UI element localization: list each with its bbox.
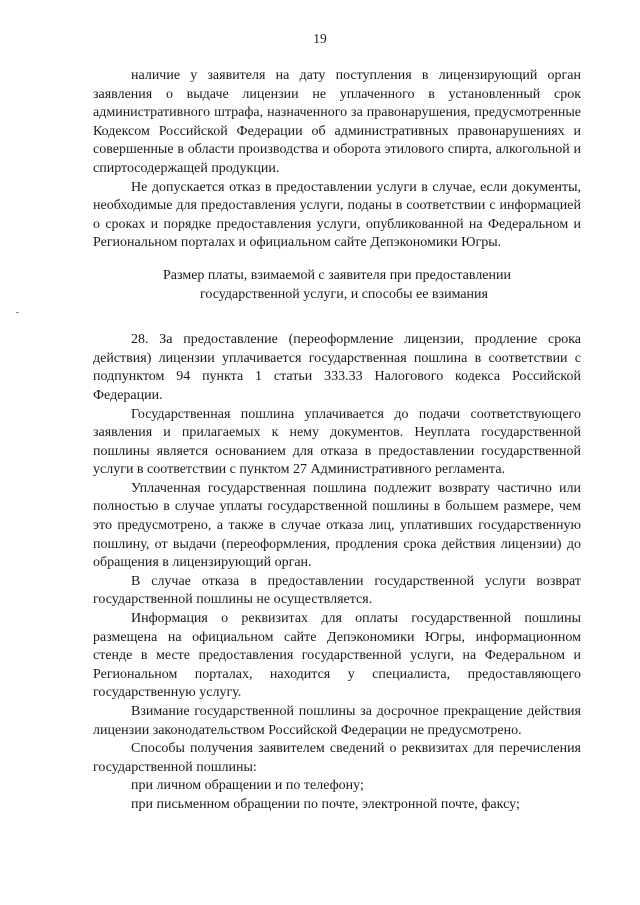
paragraph-28-fee: 28. За предоставление (переоформление лицензии, продление срока действия) лицензии уплачивается государственная пошлина в соответствии с подпунктом 94 пункта 1 статьи 333.33 Налогового кодекса Российской Федерации. [93, 332, 581, 403]
list-item-written: при письменном обращении по почте, электронной почте, факсу; [131, 796, 520, 812]
paragraph-no-refusal: Не допускается отказ в предоставлении услуги в случае, если документы, необходимые для предоставления услуги, поданы в соответствии с информацией о сроках и порядке предоставления услуги, опубликованной на Федеральном и Региональном порталах и официальном сайте Депэкономики Югры. [93, 179, 581, 251]
page-number: 19 [313, 31, 327, 46]
paragraph-fee-refund: Уплаченная государственная пошлина подлежит возврату частично или полностью в случае уплаты государственной пошлины в большем размере, чем это предусмотрено, а также в случае отказа лиц, уплативших государственную пошлину, от выдачи (переоформления, продления срока действия лицензии) до обращения в лицензирующий орган. [93, 480, 581, 571]
section-heading-line-1: Размер платы, взимаемой с заявителя при предоставлении [163, 267, 511, 283]
document-body [93, 67, 581, 815]
paragraph-no-refund: В случае отказа в предоставлении государственной услуги возврат государственной пошлины не осуществляется. [93, 573, 581, 608]
paragraph-payment-details-info: Информация о реквизитах для оплаты государственной пошлины размещена на официальном сайте Депэкономики Югры, информационном стенде в месте предоставления государственной услуги, на Федеральном и Региональном порталах, находится у специалиста, предоставляющего государственную услугу. [93, 611, 581, 701]
section-heading [93, 267, 581, 304]
paragraph-fee-payment: Государственная пошлина уплачивается до подачи соответствующего заявления и прилагаемых к нему документов. Неуплата государственной пошлины является основанием для отказа в предоставлении государственной услуги в соответствии с пунктом 27 Административного регламента. [93, 406, 581, 478]
section-heading-line-2: государственной услуги, и способы ее взимания [200, 286, 488, 302]
margin-mark [16, 312, 19, 313]
paragraph-ways-to-obtain: Способы получения заявителем сведений о реквизитах для перечисления государственной пошлины: [93, 741, 581, 775]
paragraph-refusal-ground: наличие у заявителя на дату поступления в лицензирующий орган заявления о выдаче лицензии не уплаченного в установленный срок административного штрафа, назначенного за правонарушения, предусмотренные Кодексом Российской Федерации об административных правонарушениях и совершенные в области производства и оборота этилового спирта, алкогольной и спиртосодержащей продукции. [93, 68, 581, 176]
paragraph-early-termination: Взимание государственной пошлины за досрочное прекращение действия лицензии законодательством Российской Федерации не предусмотрено. [93, 704, 581, 738]
list-item-in-person: при личном обращении и по телефону; [131, 778, 364, 794]
